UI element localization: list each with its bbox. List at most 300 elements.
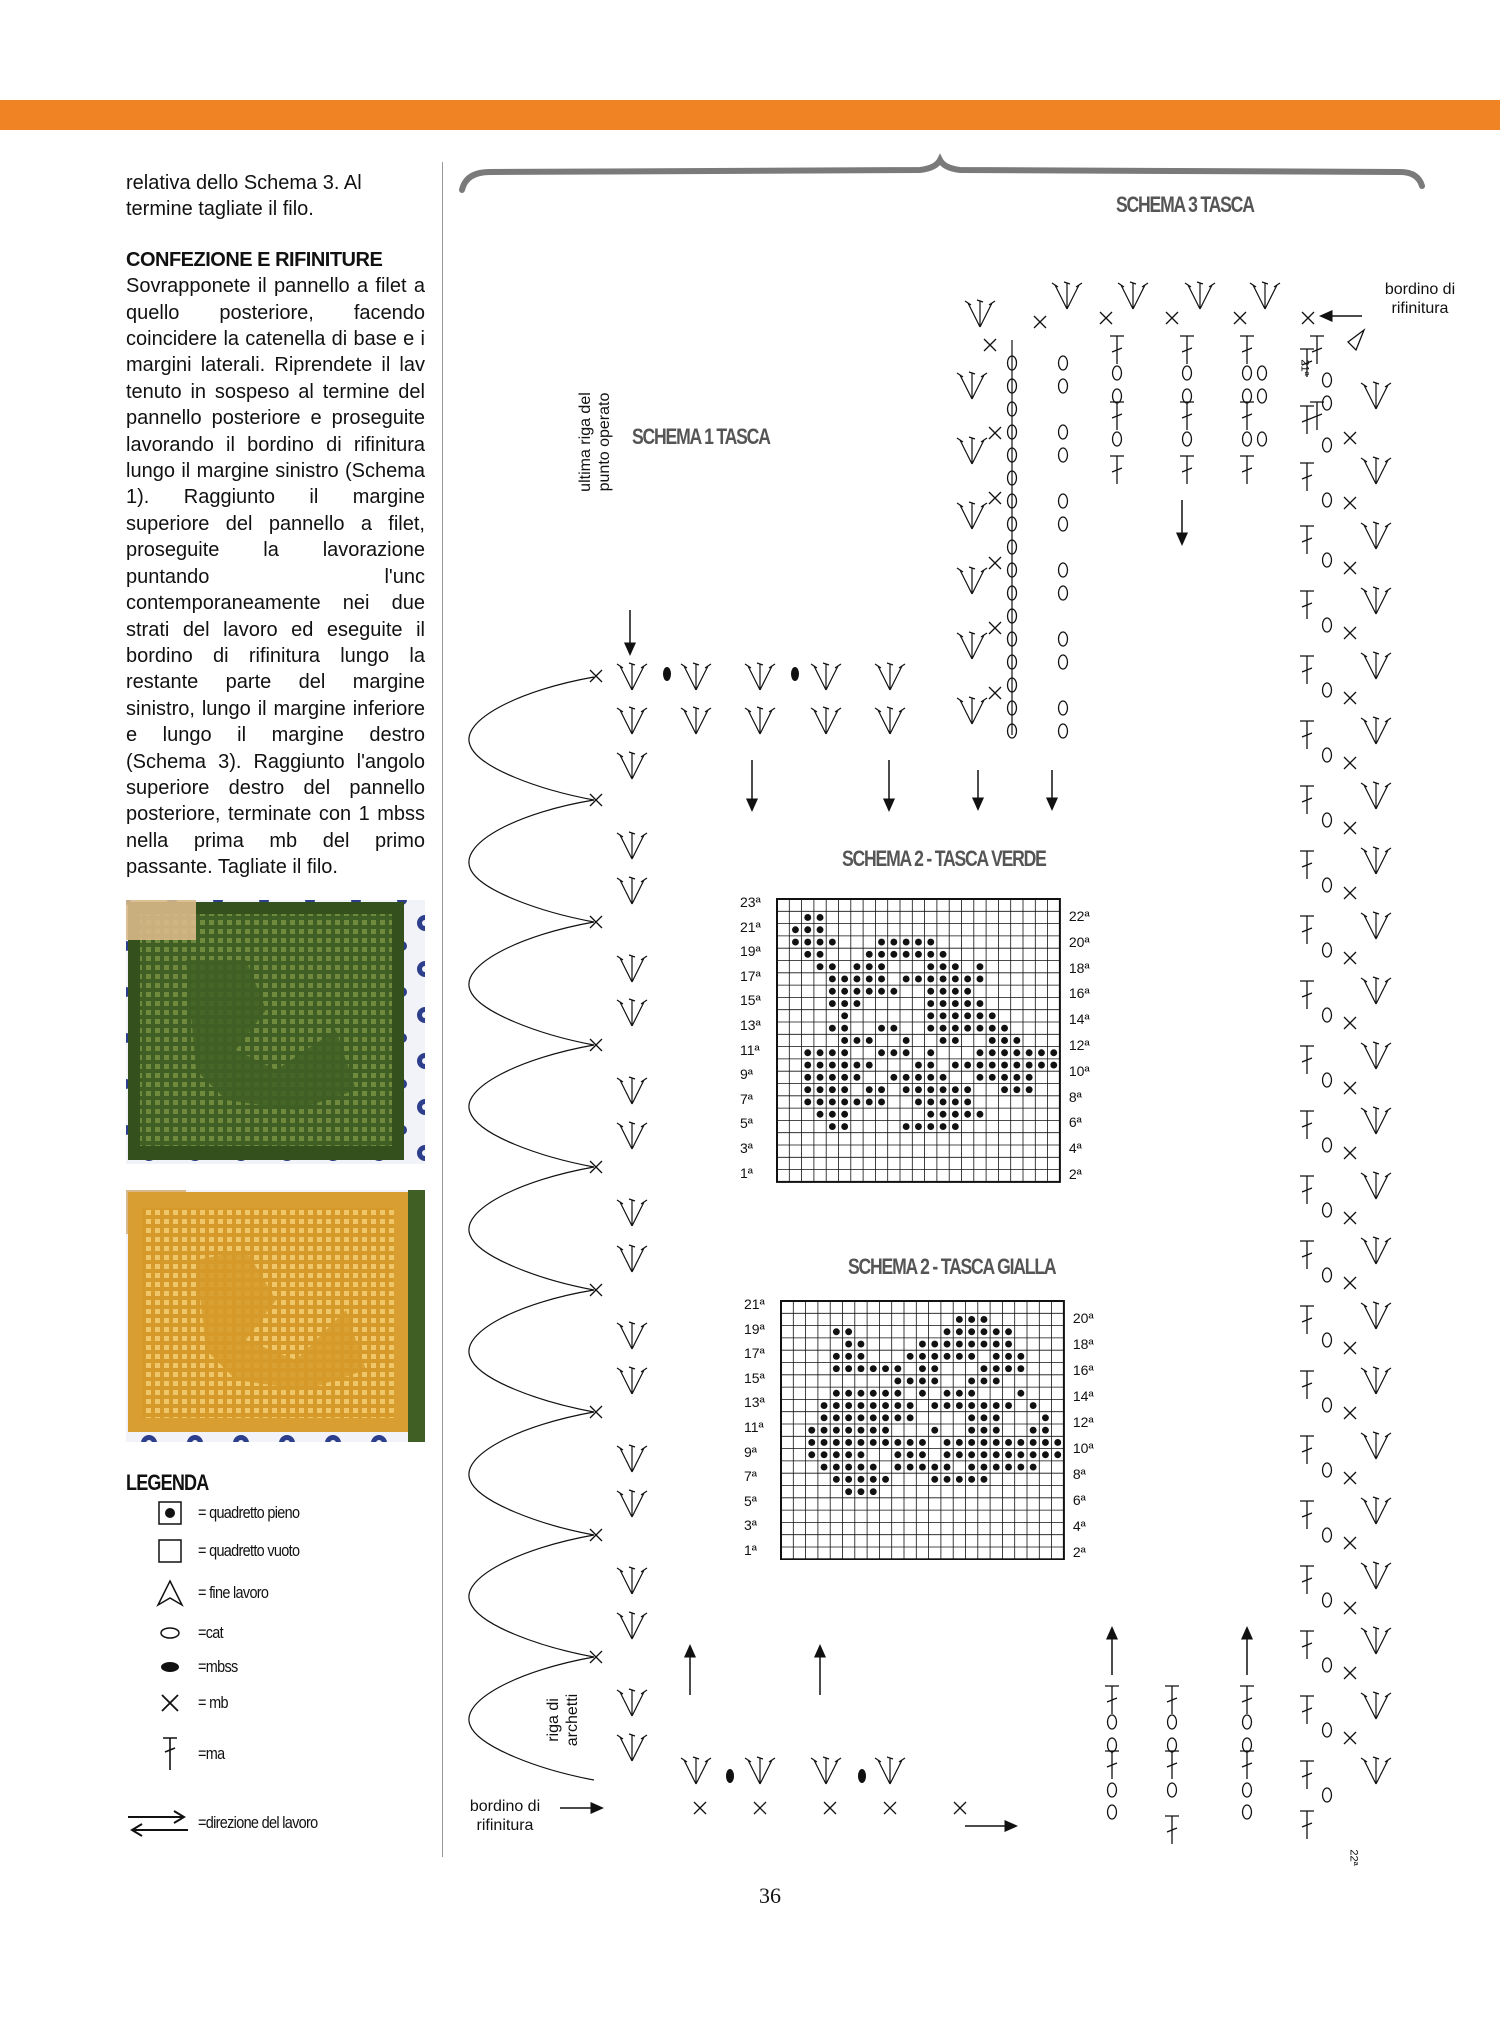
- filled-cell: [804, 1062, 811, 1069]
- filled-cell: [1042, 1439, 1049, 1446]
- filled-cell: [858, 1439, 865, 1446]
- filled-cell: [993, 1439, 1000, 1446]
- filled-cell: [1030, 1402, 1037, 1409]
- schema3-chain-columns: [1008, 336, 1325, 738]
- filled-cell: [989, 1025, 996, 1032]
- filled-cell: [866, 1086, 873, 1093]
- filled-cell: [858, 1414, 865, 1421]
- filled-cell: [845, 1451, 852, 1458]
- schema1-top-row: [617, 663, 905, 734]
- filled-cell: [858, 1341, 865, 1348]
- filled-cell: [829, 1123, 836, 1130]
- filled-cell: [919, 1378, 926, 1385]
- filled-cell: [866, 951, 873, 958]
- filled-cell: [915, 1099, 922, 1106]
- filled-cell: [964, 1062, 971, 1069]
- finishing-edge-label-bottom: bordino di rifinitura: [469, 1798, 541, 1834]
- filled-cell: [968, 1476, 975, 1483]
- filled-cell: [878, 1049, 885, 1056]
- filled-cell: [1005, 1451, 1012, 1458]
- filled-cell: [915, 1062, 922, 1069]
- grid-row-label: 11ª: [740, 1041, 760, 1058]
- filled-cell: [981, 1328, 988, 1335]
- filled-cell: [952, 1086, 959, 1093]
- filled-cell: [964, 988, 971, 995]
- filled-cell: [804, 926, 811, 933]
- filled-cell: [903, 1037, 910, 1044]
- filled-cell: [940, 1037, 947, 1044]
- filled-cell: [931, 1365, 938, 1372]
- legend-label: = mb: [198, 1693, 228, 1712]
- filled-cell: [833, 1451, 840, 1458]
- filled-cell: [993, 1353, 1000, 1360]
- filled-cell: [981, 1476, 988, 1483]
- filled-cell: [878, 976, 885, 983]
- grid-row-label: 5ª: [744, 1492, 757, 1509]
- filled-cell: [952, 1012, 959, 1019]
- filled-cell: [833, 1390, 840, 1397]
- filled-cell: [907, 1464, 914, 1471]
- filled-cell: [845, 1390, 852, 1397]
- filled-cell: [1001, 1074, 1008, 1081]
- legend-label: = quadretto pieno: [198, 1503, 300, 1522]
- filled-cell: [858, 1353, 865, 1360]
- filled-cell: [833, 1365, 840, 1372]
- filled-cell: [854, 988, 861, 995]
- filled-cell: [1030, 1464, 1037, 1471]
- filled-cell: [894, 1414, 901, 1421]
- filled-cell: [952, 988, 959, 995]
- filled-cell: [829, 1086, 836, 1093]
- filled-cell: [964, 1012, 971, 1019]
- filled-cell: [866, 1062, 873, 1069]
- filled-cell: [931, 1476, 938, 1483]
- schema3-top-edge: [965, 282, 1364, 351]
- filled-cell: [931, 1341, 938, 1348]
- grid-row-label: 20ª: [1068, 933, 1090, 950]
- filled-cell: [1026, 1062, 1033, 1069]
- filled-cell: [940, 1086, 947, 1093]
- filled-cell: [977, 1000, 984, 1007]
- filled-cell: [808, 1451, 815, 1458]
- filled-cell: [878, 1099, 885, 1106]
- filled-cell: [1026, 1074, 1033, 1081]
- filled-cell: [968, 1353, 975, 1360]
- grid-row-label: 17ª: [744, 1345, 765, 1362]
- filled-cell: [993, 1451, 1000, 1458]
- schema3-title: SCHEMA 3 TASCA: [1116, 192, 1254, 217]
- filled-cell: [927, 976, 934, 983]
- filled-cell: [870, 1390, 877, 1397]
- filled-cell: [927, 988, 934, 995]
- filled-cell: [1038, 1049, 1045, 1056]
- instructions-body: Sovrapponete il pannello a filet a quello posteriore, facendo coincidere la catenella di base e i margini laterali. Riprendete il lav tenuto in sospeso al termine del pannello posteriore e proseguite lavorando il bordino di rifinitura lungo il margine sinistro (Schema 1). Raggiunto il margine superiore del pannello a filet, proseguite la lavorazione puntando l'unc contemporaneamente nei due strati del lavoro ed eseguite il bordino di rifinitura lungo la restante parte del margine sinistro, lungo il margine inferiore e lungo il margine destro (Schema 3). Raggiunto l'angolo superiore destro del pannello posteriore, terminate con 1 mbss nella prima mb del primo passante. Tagliate il filo.: [126, 275, 425, 879]
- grid-row-label: 1ª: [744, 1542, 757, 1558]
- filled-cell: [944, 1353, 951, 1360]
- grid-row-label: 19ª: [740, 943, 761, 960]
- filled-cell: [927, 1123, 934, 1130]
- filled-cell: [989, 1074, 996, 1081]
- filled-cell: [944, 1402, 951, 1409]
- filled-cell: [952, 976, 959, 983]
- grid-row-label: 14ª: [1072, 1387, 1094, 1404]
- filled-cell: [808, 1427, 815, 1434]
- filled-cell: [821, 1451, 828, 1458]
- filled-cell: [817, 914, 824, 921]
- filled-cell: [841, 1012, 848, 1019]
- schema3-bottom-columns: [1105, 1686, 1254, 1844]
- filled-cell: [882, 1414, 889, 1421]
- filled-cell: [981, 1378, 988, 1385]
- filet-grid-svg: [776, 898, 1061, 1183]
- grid-row-label: 15ª: [744, 1369, 765, 1386]
- filled-cell: [841, 1037, 848, 1044]
- filled-cell: [804, 1099, 811, 1106]
- filled-cell: [845, 1476, 852, 1483]
- filled-cell: [931, 1402, 938, 1409]
- filled-cell: [977, 1025, 984, 1032]
- filled-cell: [890, 951, 897, 958]
- arches-row-label: riga di archetti: [545, 1693, 581, 1747]
- filled-cell: [1005, 1464, 1012, 1471]
- grid-row-label: 8ª: [1072, 1465, 1086, 1482]
- filled-cell: [952, 1099, 959, 1106]
- filled-cell: [915, 1086, 922, 1093]
- filled-cell: [833, 1353, 840, 1360]
- filled-cell: [907, 1402, 914, 1409]
- grid-row-label: 3ª: [740, 1140, 753, 1156]
- filled-cell: [841, 1123, 848, 1130]
- filled-cell: [968, 1341, 975, 1348]
- filled-cell: [829, 1062, 836, 1069]
- filled-cell: [858, 1476, 865, 1483]
- grid-row-label: 21ª: [740, 918, 761, 935]
- filled-cell: [944, 1451, 951, 1458]
- filled-cell: [817, 1099, 824, 1106]
- filled-cell: [894, 1451, 901, 1458]
- filled-cell: [915, 939, 922, 946]
- filled-cell: [804, 1049, 811, 1056]
- filled-cell: [817, 1111, 824, 1118]
- row-22-label: 22ª: [1347, 1849, 1360, 1866]
- filled-cell: [829, 988, 836, 995]
- filled-cell: [870, 1402, 877, 1409]
- filled-cell: [993, 1341, 1000, 1348]
- filled-cell: [804, 1074, 811, 1081]
- filled-cell: [977, 1074, 984, 1081]
- filled-cell: [907, 1378, 914, 1385]
- filled-cell: [968, 1439, 975, 1446]
- filled-cell: [858, 1402, 865, 1409]
- grid-row-label: 11ª: [744, 1419, 764, 1435]
- filled-cell: [927, 1012, 934, 1019]
- filled-cell: [1017, 1439, 1024, 1446]
- section-heading: CONFEZIONE E RIFINITURE: [126, 248, 383, 271]
- grid-row-label: 14ª: [1068, 1011, 1090, 1028]
- bracket-graphic: [462, 160, 1422, 190]
- row-21-label: 21ª: [1298, 359, 1311, 376]
- filled-cell: [927, 1049, 934, 1056]
- filled-cell: [1013, 1062, 1020, 1069]
- grid-row-label: 18ª: [1068, 959, 1090, 976]
- filled-cell: [993, 1427, 1000, 1434]
- filled-cell: [956, 1439, 963, 1446]
- left-scallop-edge: [469, 677, 594, 1780]
- filled-cell: [894, 1439, 901, 1446]
- filled-cell: [927, 951, 934, 958]
- filled-cell: [841, 988, 848, 995]
- filled-cell: [903, 976, 910, 983]
- legend-label: = quadretto vuoto: [198, 1541, 300, 1560]
- filled-cell: [944, 1341, 951, 1348]
- filled-cell: [1001, 1037, 1008, 1044]
- filled-cell: [1030, 1427, 1037, 1434]
- filled-cell: [919, 1451, 926, 1458]
- grid-row-label: 2ª: [1072, 1543, 1086, 1560]
- filled-cell: [931, 1464, 938, 1471]
- filled-cell: [833, 1464, 840, 1471]
- filled-cell: [1005, 1402, 1012, 1409]
- filled-cell: [952, 1123, 959, 1130]
- filled-cell: [989, 1062, 996, 1069]
- filled-cell: [882, 1365, 889, 1372]
- filled-cell: [952, 1037, 959, 1044]
- filled-cell: [882, 1427, 889, 1434]
- filled-cell: [804, 914, 811, 921]
- filled-cell: [1001, 1049, 1008, 1056]
- filled-cell: [1017, 1464, 1024, 1471]
- filled-cell: [829, 1000, 836, 1007]
- filled-cell: [952, 1111, 959, 1118]
- filled-cell: [1001, 1086, 1008, 1093]
- filled-cell: [981, 1464, 988, 1471]
- schema3-right-columns: [1300, 349, 1391, 1839]
- filled-cell: [956, 1341, 963, 1348]
- filled-cell: [964, 1099, 971, 1106]
- filled-cell: [890, 1025, 897, 1032]
- filled-cell: [894, 1378, 901, 1385]
- grid-row-label: 16ª: [1068, 985, 1090, 1002]
- filled-cell: [940, 963, 947, 970]
- filled-cell: [927, 1074, 934, 1081]
- filled-cell: [817, 1049, 824, 1056]
- filled-cell: [1001, 1062, 1008, 1069]
- filled-cell: [854, 1000, 861, 1007]
- filled-cell: [854, 976, 861, 983]
- filled-cell: [833, 1476, 840, 1483]
- filled-cell: [858, 1488, 865, 1495]
- grid-row-label: 19ª: [744, 1320, 765, 1337]
- filled-cell: [927, 1000, 934, 1007]
- filled-cell: [890, 988, 897, 995]
- grid-row-label: 23ª: [740, 894, 761, 910]
- filled-cell: [878, 939, 885, 946]
- grid-row-label: 10ª: [1068, 1062, 1090, 1079]
- legend-label: =mbss: [198, 1657, 238, 1676]
- filled-cell: [940, 988, 947, 995]
- filled-cell: [968, 1316, 975, 1323]
- filled-cell: [894, 1464, 901, 1471]
- left-fan-column: [617, 707, 647, 1761]
- filled-cell: [989, 1049, 996, 1056]
- filled-cell: [1005, 1328, 1012, 1335]
- grid-row-label: 12ª: [1072, 1413, 1094, 1430]
- filled-cell: [1017, 1353, 1024, 1360]
- filled-cell: [829, 939, 836, 946]
- filled-cell: [903, 1086, 910, 1093]
- filled-cell: [931, 1353, 938, 1360]
- filled-cell: [907, 1353, 914, 1360]
- filled-cell: [858, 1427, 865, 1434]
- filled-cell: [894, 1390, 901, 1397]
- filled-cell: [817, 1062, 824, 1069]
- filled-cell: [878, 963, 885, 970]
- filled-cell: [821, 1464, 828, 1471]
- filled-cell: [1050, 1049, 1057, 1056]
- filled-cell: [956, 1353, 963, 1360]
- filled-cell: [1042, 1451, 1049, 1458]
- filled-cell: [977, 963, 984, 970]
- grid-row-label: 12ª: [1068, 1036, 1090, 1053]
- filled-cell: [981, 1414, 988, 1421]
- filled-cell: [878, 1025, 885, 1032]
- filled-cell: [940, 951, 947, 958]
- filled-cell: [940, 1123, 947, 1130]
- filled-cell: [968, 1464, 975, 1471]
- filled-cell: [804, 1086, 811, 1093]
- filled-cell: [919, 1365, 926, 1372]
- filled-cell: [845, 1414, 852, 1421]
- grid-row-label: 9ª: [744, 1443, 757, 1460]
- filled-cell: [952, 1025, 959, 1032]
- filled-cell: [854, 1099, 861, 1106]
- filled-cell: [829, 1049, 836, 1056]
- filled-cell: [907, 1451, 914, 1458]
- filled-cell: [952, 1000, 959, 1007]
- filled-cell: [927, 1111, 934, 1118]
- filled-cell: [977, 976, 984, 983]
- filled-cell: [1013, 1037, 1020, 1044]
- filled-cell: [890, 1074, 897, 1081]
- filled-cell: [903, 1123, 910, 1130]
- filled-cell: [915, 951, 922, 958]
- filled-cell: [804, 951, 811, 958]
- filled-cell: [894, 1365, 901, 1372]
- last-row-label: ultima riga del punto operato: [577, 392, 613, 492]
- filled-cell: [858, 1451, 865, 1458]
- filled-cell: [817, 1086, 824, 1093]
- filled-cell: [944, 1390, 951, 1397]
- filled-cell: [841, 1062, 848, 1069]
- filled-cell: [993, 1402, 1000, 1409]
- filled-cell: [989, 1037, 996, 1044]
- filled-cell: [833, 1439, 840, 1446]
- grid-row-label: 2ª: [1068, 1166, 1082, 1183]
- filled-cell: [940, 1012, 947, 1019]
- filled-cell: [956, 1316, 963, 1323]
- filled-cell: [817, 926, 824, 933]
- filled-cell: [1026, 1049, 1033, 1056]
- grid-row-label: 9ª: [740, 1066, 753, 1083]
- filled-cell: [927, 939, 934, 946]
- legend-title: LEGENDA: [126, 1470, 209, 1495]
- legend-label: =cat: [198, 1623, 223, 1642]
- filled-cell: [1005, 1341, 1012, 1348]
- filled-cell: [927, 1062, 934, 1069]
- filled-cell: [858, 1464, 865, 1471]
- filled-cell: [993, 1414, 1000, 1421]
- page-number: 36: [759, 1883, 781, 1908]
- filled-cell: [968, 1427, 975, 1434]
- filled-cell: [903, 1074, 910, 1081]
- filled-cell: [993, 1464, 1000, 1471]
- filled-cell: [845, 1427, 852, 1434]
- filled-cell: [915, 976, 922, 983]
- filled-cell: [841, 1000, 848, 1007]
- schema1-title: SCHEMA 1 TASCA: [632, 424, 770, 449]
- filled-cell: [817, 963, 824, 970]
- filled-cell: [866, 1099, 873, 1106]
- filled-cell: [956, 1476, 963, 1483]
- filled-cell: [866, 976, 873, 983]
- filled-cell: [878, 1086, 885, 1093]
- grid-row-label: 3ª: [744, 1517, 757, 1534]
- filled-cell: [1054, 1439, 1061, 1446]
- grid-row-label: 5ª: [740, 1115, 753, 1132]
- filled-cell: [977, 1111, 984, 1118]
- filled-cell: [956, 1402, 963, 1409]
- filled-cell: [977, 1049, 984, 1056]
- filled-cell: [829, 1025, 836, 1032]
- filled-cell: [964, 1086, 971, 1093]
- filled-cell: [878, 951, 885, 958]
- filled-cell: [845, 1439, 852, 1446]
- filled-cell: [804, 939, 811, 946]
- filled-cell: [870, 1439, 877, 1446]
- filled-cell: [968, 1451, 975, 1458]
- filled-cell: [940, 1099, 947, 1106]
- filled-cell: [903, 951, 910, 958]
- filled-cell: [854, 1037, 861, 1044]
- filled-cell: [890, 939, 897, 946]
- filled-cell: [964, 1000, 971, 1007]
- filled-cell: [1054, 1451, 1061, 1458]
- filled-cell: [833, 1328, 840, 1335]
- filled-cell: [981, 1427, 988, 1434]
- filled-cell: [919, 1341, 926, 1348]
- filled-cell: [952, 963, 959, 970]
- filled-cell: [956, 1390, 963, 1397]
- filled-cell: [981, 1365, 988, 1372]
- filled-cell: [964, 1025, 971, 1032]
- filled-cell: [878, 988, 885, 995]
- filled-cell: [866, 963, 873, 970]
- filled-cell: [1026, 1086, 1033, 1093]
- filled-cell: [1005, 1439, 1012, 1446]
- filled-cell: [1017, 1390, 1024, 1397]
- filled-cell: [931, 1427, 938, 1434]
- filled-cell: [792, 939, 799, 946]
- legend-label: =direzione del lavoro: [198, 1813, 318, 1832]
- grid-row-label: 10ª: [1072, 1439, 1094, 1456]
- filled-cell: [927, 1025, 934, 1032]
- filled-cell: [841, 1111, 848, 1118]
- filled-cell: [890, 1049, 897, 1056]
- filled-cell: [866, 1037, 873, 1044]
- filled-cell: [903, 939, 910, 946]
- filled-cell: [981, 1341, 988, 1348]
- filled-cell: [919, 1353, 926, 1360]
